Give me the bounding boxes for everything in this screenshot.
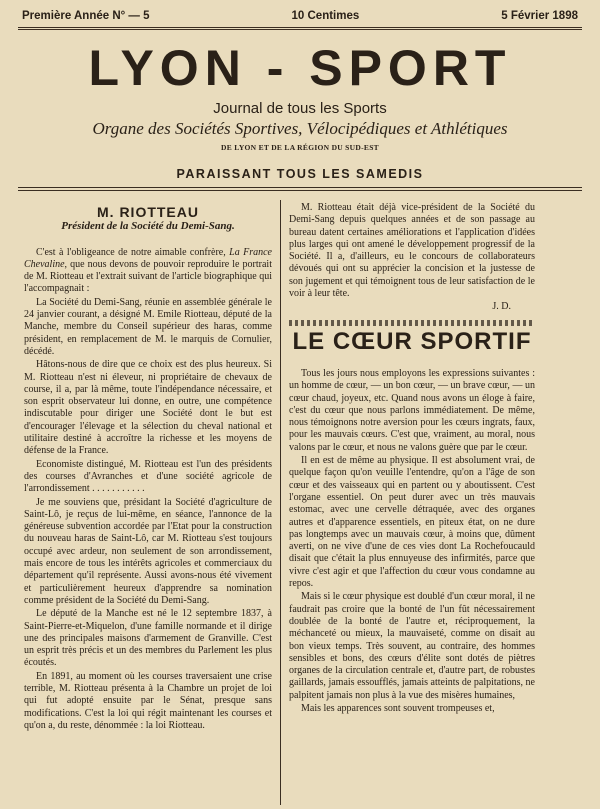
article-body <box>24 297 272 732</box>
issue-date: 5 Février 1898 <box>501 10 578 22</box>
article-subtitle: Président de la Société du Demi-Sang. <box>61 220 235 233</box>
masthead-organe: Organe des Sociétés Sportives, Vélocipédiques et Athlétiques <box>92 119 508 138</box>
article1-paragraph: La Société du Demi-Sang, réunie en assemblée générale le 24 janvier courant, a désigné M. Emile Riotteau, député de la Manche, membre du Conseil supérieur des haras, comme président, en remplacement de M. le marquis de Cornulier, décédé. <box>24 296 272 357</box>
masthead-rule-2 <box>18 190 582 191</box>
intro-run: C'est à l'obligeance de notre aimable confrère, <box>36 246 230 258</box>
masthead-region: DE LYON ET DE LA RÉGION DU SUD-EST <box>221 143 379 152</box>
issue-bar <box>22 8 578 24</box>
column-divider <box>280 200 281 805</box>
right-column <box>289 202 535 805</box>
intro-run: , que nous devons de pouvoir reproduire le portrait de M. Riotteau et l'extrait suivant de l'article biographique qui l'accompagnait : <box>24 258 272 295</box>
article2-title: LE CŒUR SPORTIF <box>292 327 532 355</box>
article1-paragraph: Economiste distingué, M. Riotteau est l'un des présidents des courses d'Avranches et d'une société agricole de l'arrondissement . . . . . . . . . . . <box>24 458 272 495</box>
article-intro <box>24 247 272 296</box>
article2-paragraph: Tous les jours nous employons les expressions suivantes : un homme de cœur, — un bon cœur, — un brave cœur, — un cœur chaud, joyeux, etc. Quand nous avons un éloge à faire, c'est du cœur que nous parlons immédiatement. De même, nous témoignons notre aversion pour les cœurs ingrats, faux, pour les mauvais cœurs. C'est que, vraiment, au moral, nous valons par le cœur, et nous ne valons guère que par le cœur. <box>289 367 535 453</box>
article1-paragraph: Je me souviens que, présidant la Société d'agriculture de Saint-Lô, je reçus de lui-même, en séance, l'annonce de la généreuse subvention accordée par l'Etat pour la construction du nouveau haras de Saint-Lô, car M. Riotteau s'est toujours occupé avec ardeur, non seulement de son arrondissement, mais encore de tous les intérêts agricoles et commerciaux du département qu'il représente. Aussi avons-nous été vivement et particulièrement heureux d'apprendre sa nomination comme président de la Société du Demi-Sang. <box>24 496 272 606</box>
article1-paragraph: Le député de la Manche est né le 12 septembre 1837, à Saint-Pierre-et-Miquelon, d'une famille normande et il dirige une des principales maisons d'armement de Granville. C'est un esprit très précis et un des membres du Parlement les plus écoutés. <box>24 608 272 669</box>
left-column <box>24 202 272 805</box>
article2-body <box>289 368 535 715</box>
issue-price: 10 Centimes <box>291 10 360 22</box>
article2-paragraph: Mais si le cœur physique est doublé d'un cœur moral, il ne faudrait pas croire que la bonté de l'un fût nécessairement doublée de la bonté de l'autre et, réciproquement, la méchanceté ou mieux, la mauvaiseté, comme on disait au bon vieux temps. Très souvent, au contraire, des hommes sensibles et bons, des cœurs d'élite sont dotés de piètres organes de la circulation centrale et, d'autre part, de robustes gaillards, jamais essoufflés, jamais atteints de palpitations, ne palpitent jamais non plus à la vue des misères humaines, <box>289 591 535 701</box>
article-signature: J. D. <box>492 301 511 313</box>
masthead-tagline: Journal de tous les Sports <box>213 100 387 117</box>
article-continuation: M. Riotteau était déjà vice-président de la Société du Demi-Sang depuis quelques années et de son passage au bureau datent certaines améliorations et l'application d'idées plus larges qui ont amené le développement progressif de la Société. Il a, d'ailleurs, eu le concours de collaborateurs dévoués qui ont su apprécier la concision et la justesse de son jugement et qui témoignent tous de leur satisfaction de le voir à leur tête. <box>289 202 535 300</box>
intro-run: La France Chevaline <box>24 246 272 270</box>
ornamental-divider <box>289 320 535 326</box>
article2-paragraph: Il en est de même au physique. Il est absolument vrai, de quelque façon qu'on veuille l'entendre, qu'on a l'âge de son cœur et des vaisseaux qui en partent ou y aboutissent. C'est l'organe essentiel. On peut durer avec un très mauvais estomac, avec une cervelle détraquée, avec des organes autres et d'apparence essentiels, en piteux état, on ne dure pas longtemps avec un mauvais cœur, à moins que, dûment averti, on ne vive d'une de ces vies dont La Rochefoucauld disait que c'était la plus ennuyeuse des infirmités, parce que vivre c'est agir et que l'affection du cœur vous condamne au repos. <box>289 455 535 590</box>
article2-paragraph: Mais les apparences sont souvent trompeuses et, <box>301 702 495 714</box>
issue-number: Première Année N° — 5 <box>22 10 150 22</box>
article1-paragraph: En 1891, au moment où les courses traversaient une crise terrible, M. Riotteau présenta à la Chambre un projet de loi qui fut adopté ensuite par le Sénat, presque sans modifications. C'est la loi qui régit maintenant les courses et qu'on a, du reste, dénommée : la loi Riotteau. <box>24 670 272 731</box>
top-rule-2 <box>18 29 582 30</box>
top-rule <box>18 27 582 28</box>
masthead-title: LYON - SPORT <box>88 40 512 96</box>
article1-paragraph: Hâtons-nous de dire que ce choix est des plus heureux. Si M. Riotteau n'est ni éleveur, ni propriétaire de chevaux de course, il a, par là même, toute l'indépendance nécessaire, et son esprit observateur lui donne, en outre, une compétence indiscutable pour diriger une Société dont le but est d'encourager l'élevage et la sélection du cheval national et utilitaire destiné à accroître la richesse et les moyens de défense de la France. <box>24 359 272 457</box>
masthead-frequency: PARAISSANT TOUS LES SAMEDIS <box>176 167 424 181</box>
article-title: M. RIOTTEAU <box>97 204 199 220</box>
masthead-rule <box>18 187 582 188</box>
